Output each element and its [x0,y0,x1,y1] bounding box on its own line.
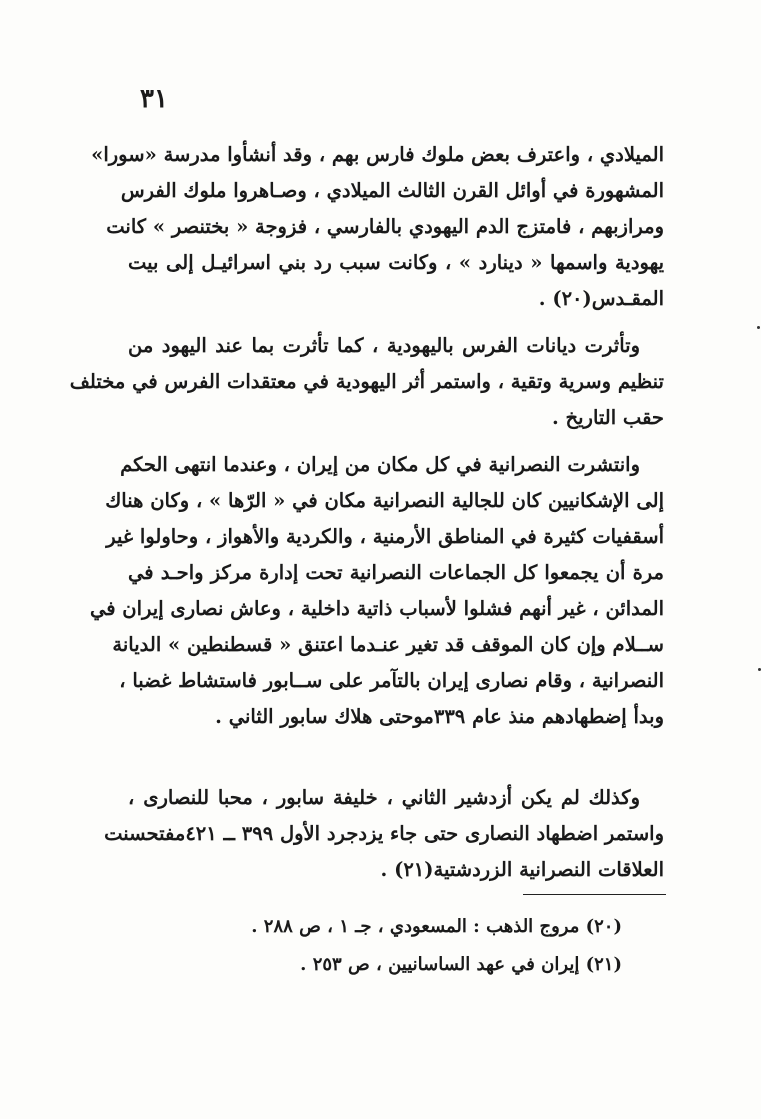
text-line: العلاقات النصرانية الزردشتية(٢١) . [380,858,664,881]
text-line: الميلادي ، واعترف بعض ملوك فارس بهم ، وقد أنشأوا مدرسة «سورا» [91,143,664,166]
text-line: وبدأ إضطهادهم منذ عام ٣٣٩موحتى هلاك سابور الثاني . [215,705,664,728]
text-line: أسقفيات كثيرة في المناطق الأرمنية ، والكردية والأهواز ، وحاولوا غير [106,525,664,548]
text-line: واستمر اضطهاد النصارى حتى جاء يزدجرد الأول ٣٩٩ ــ ٤٢١مفتحسنت [104,822,664,845]
paragraph-1 [91,137,664,317]
footnote-divider [523,894,666,895]
text-line: يهودية واسمها « دينارد » ، وكانت سبب رد بني اسرائيـل إلى بيت [128,251,664,274]
text-line: حقب التاريخ . [551,406,664,429]
text-line: وانتشرت النصرانية في كل مكان من إيران ، وعندما انتهى الحكم [120,453,640,476]
text-line: النصرانية ، وقام نصارى إيران بالتآمر على ســابور فاستشاط غضبا ، [119,669,664,692]
paragraph-2 [69,328,664,436]
paragraph-3 [89,447,664,735]
page-number: ٣١ [140,84,168,114]
paragraph-4 [104,780,664,888]
text-line: وكذلك لم يكن أزدشير الثاني ، خليفة سابور ، محبا للنصارى ، [128,786,640,809]
text-line: تنظيم وسرية وتقية ، واستمر أثر اليهودية في معتقدات الفرس في مختلف [69,370,664,393]
footnote-20: (٢٠) مروج الذهب : المسعودي ، جـ ١ ، ص ٢٨٨ . [251,916,622,937]
footnotes [200,908,622,984]
text-line: ســلام وإن كان الموقف قد تغير عنـدما اعتنق « قسطنطين » الديانة [112,633,664,656]
scan-speck [757,326,760,329]
text-line: ومرازبهم ، فامتزج الدم اليهودي بالفارسي ، فزوجة « بختنصر » كانت [106,215,664,238]
text-line: وتأثرت ديانات الفرس باليهودية ، كما تأثرت بما عند اليهود من [128,334,640,357]
text-line: المقـدس(٢٠) . [538,287,664,310]
footnote-21: (٢١) إيران في عهد الساسانيين ، ص ٢٥٣ . [300,954,622,975]
text-line: مرة أن يجمعوا كل الجماعات النصرانية تحت إدارة مركز واحـد في [128,561,664,584]
text-line: المدائن ، غير أنهم فشلوا لأسباب ذاتية داخلية ، وعاش نصارى إيران في [89,597,664,620]
text-line: إلى الإشكانيين كان للجالية النصرانية مكان في « الرّها » ، وكان هناك [105,489,664,512]
text-line: المشهورة في أوائل القرن الثالث الميلادي ، وصـاهروا ملوك الفرس [120,179,664,202]
